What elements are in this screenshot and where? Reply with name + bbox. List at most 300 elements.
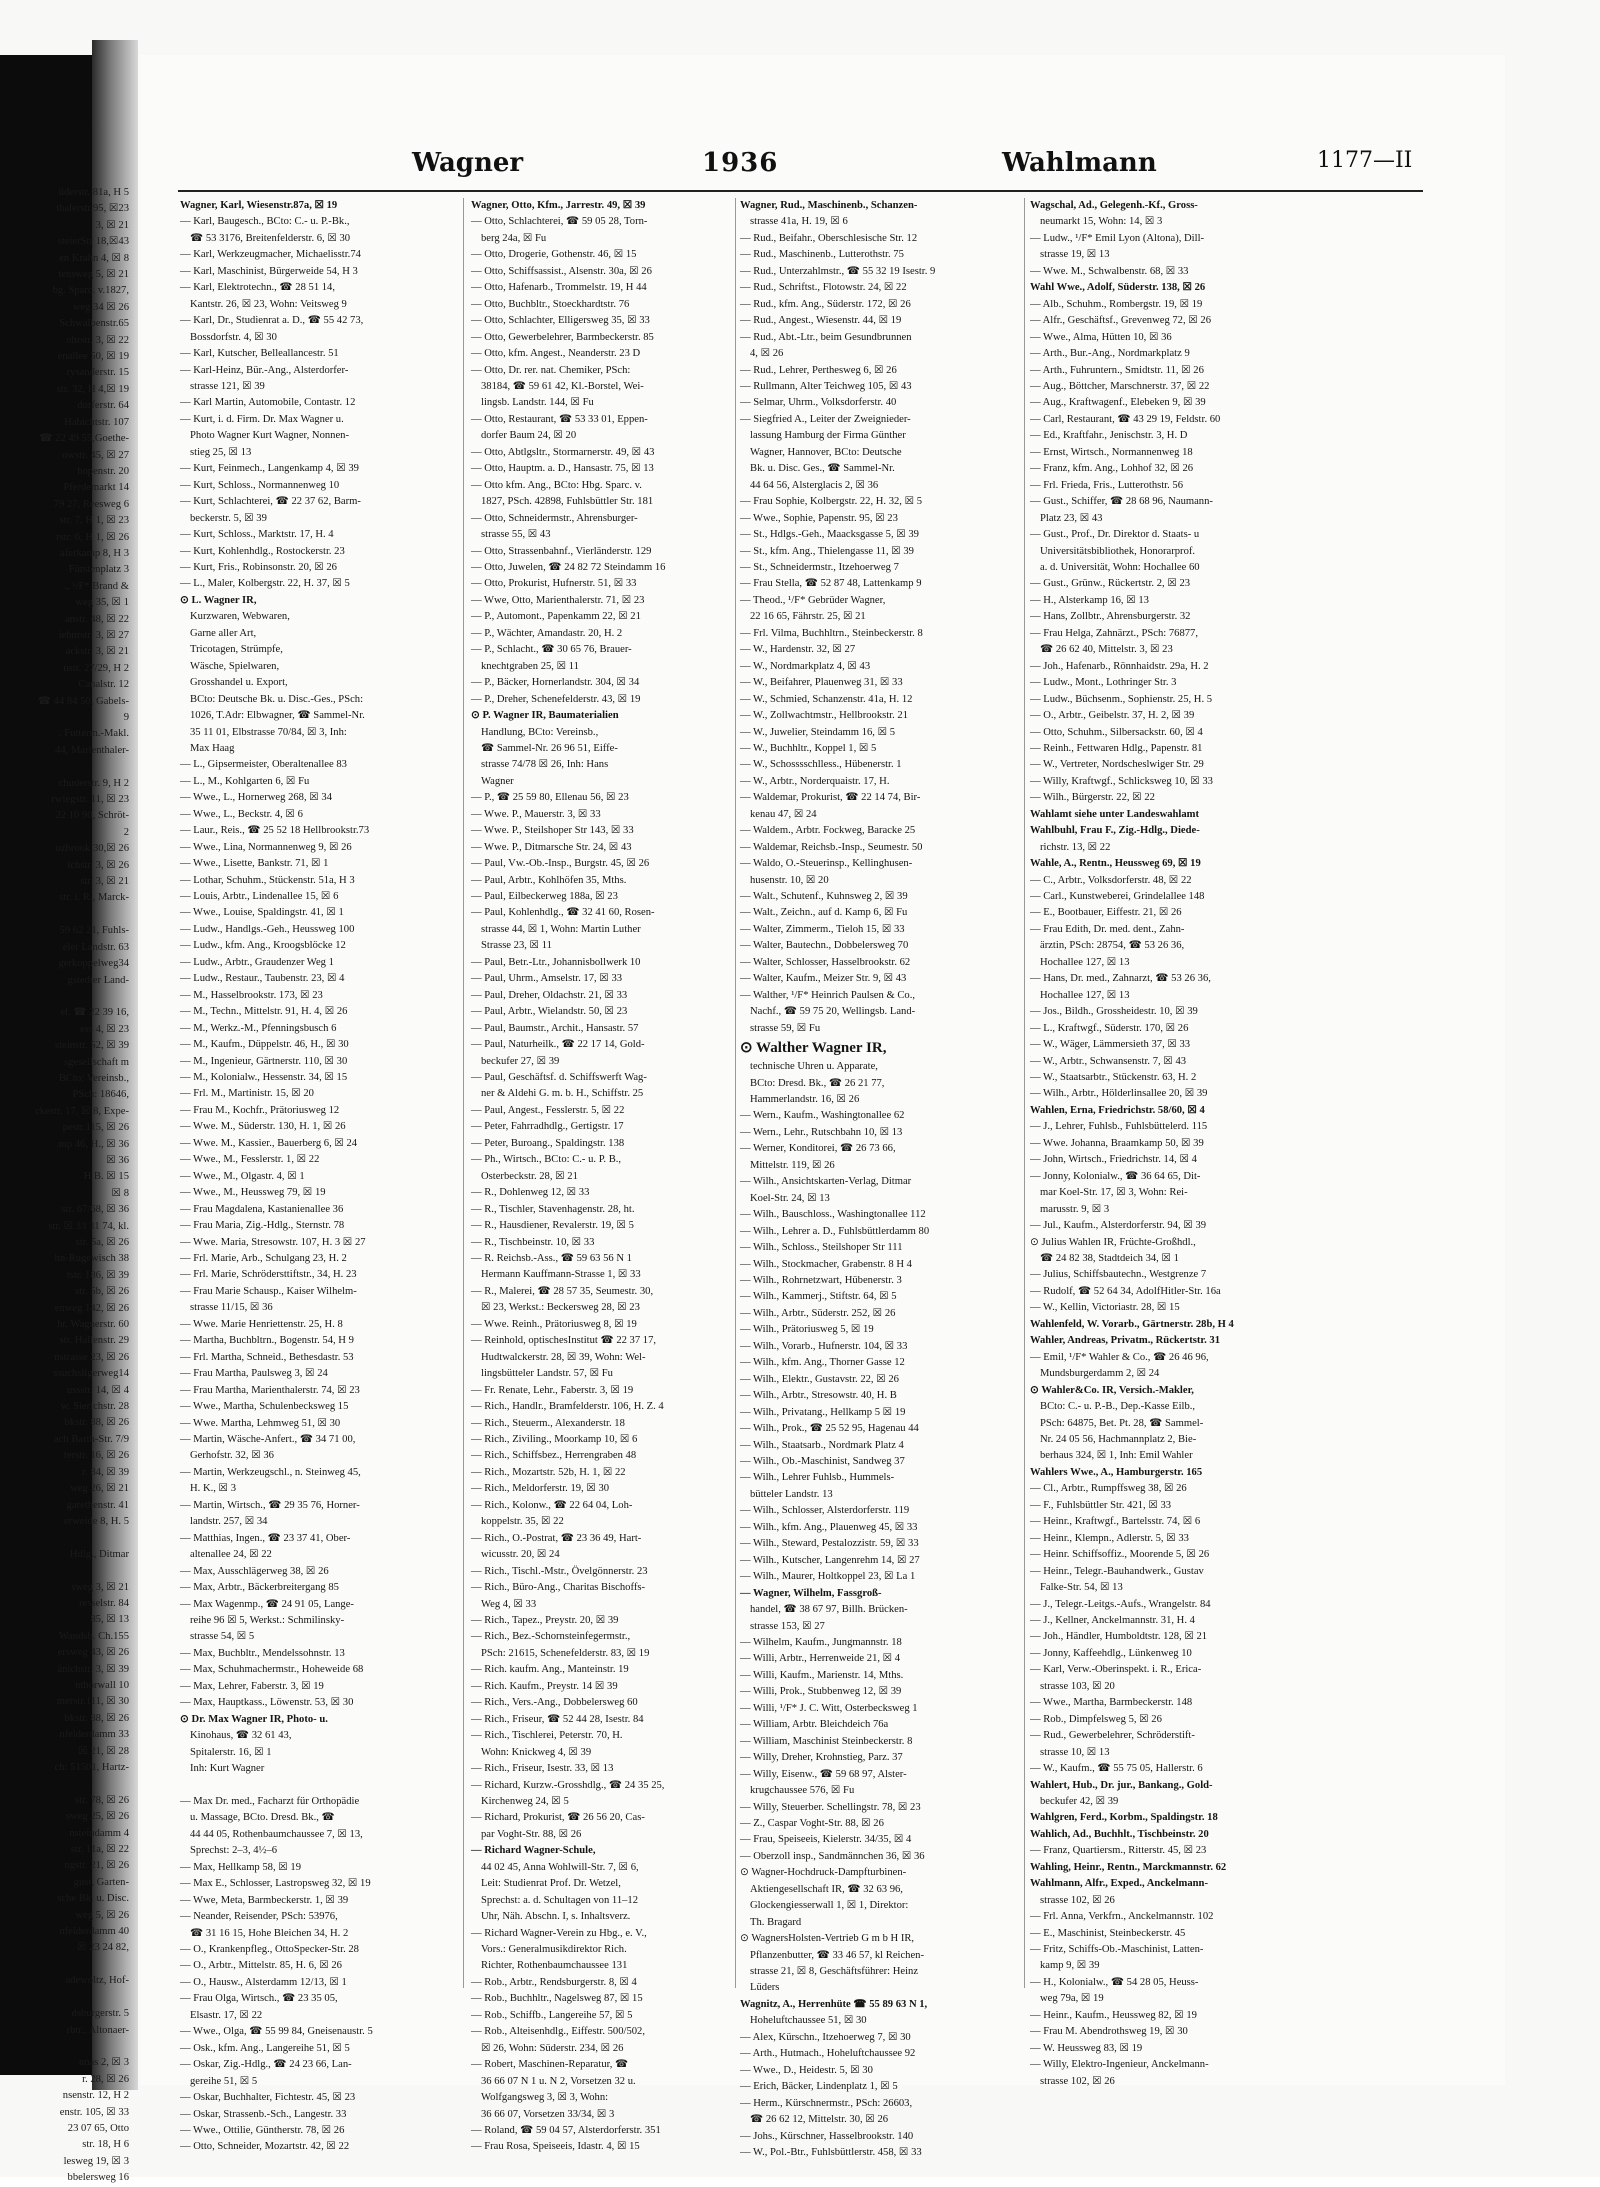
- prev-page-line: 23 07 65, Otto: [67, 2122, 129, 2134]
- directory-entry-line: — Rich., Meldorferstr. 19, ☒ 30: [471, 1483, 610, 1495]
- directory-entry-line: — Rich. kaufm. Ang., Manteinstr. 19: [471, 1664, 629, 1676]
- directory-entry-line: — Willy, Dreher, Krohnstieg, Parz. 37: [740, 1752, 903, 1764]
- directory-entry-line: — Franz, Quartiersm., Ritterstr. 45, ☒ 23: [1030, 1845, 1207, 1857]
- directory-entry-line: Wagner, Karl, Wiesenstr.87a, ☒ 19: [180, 200, 338, 211]
- directory-entry-line: — Oskar, Strassenb.-Sch., Langestr. 33: [180, 2108, 347, 2120]
- directory-entry-line: — Wilh., Arbtr., Hölderlinsallee 20, ☒ 39: [1030, 1088, 1208, 1100]
- directory-entry-line: — Wwe. Reinh., Prätoriusweg 8, ☒ 19: [471, 1318, 637, 1330]
- prev-page-line: ach Barth-Str. 7/9: [53, 1433, 129, 1445]
- directory-column-3: [740, 198, 1018, 2159]
- directory-entry-line: — Paul, Dreher, Oldachstr. 21, ☒ 33: [471, 989, 628, 1001]
- directory-entry-line: — Paul, Naturheilk., ☎ 22 17 14, Gold-: [471, 1039, 645, 1051]
- directory-entry-line: — Matthias, Ingen., ☎ 23 37 41, Ober-: [180, 1532, 351, 1544]
- directory-entry-line: — Paul, Eilbeckerweg 188a, ☒ 23: [471, 891, 618, 903]
- directory-entry-line: — R., Tischler, Stavenhagenstr. 28, ht.: [471, 1203, 635, 1215]
- directory-entry-line: — P., Wächter, Amandastr. 20, H. 2: [471, 627, 623, 639]
- directory-entry-line: strasse 19, ☒ 13: [1040, 249, 1110, 261]
- prev-page-line: nsenstr. 12, H 2: [62, 2090, 129, 2102]
- directory-entry-line: PSch: 21615, Schenefelderstr. 83, ☒ 19: [481, 1647, 650, 1659]
- prev-page-line: r. 28, ☒ 26: [82, 2073, 129, 2085]
- directory-entry-line: — Karl, Dr., Studienrat a. D., ☎ 55 42 73,: [180, 315, 364, 327]
- directory-entry-line: weg 79a, ☒ 19: [1040, 1993, 1104, 2005]
- directory-entry-line: ⊙ Julius Wahlen IR, Früchte-Großhdl.,: [1030, 1236, 1196, 1248]
- directory-entry-line: — M., Kaufm., Düppelstr. 46, H., ☒ 30: [180, 1039, 349, 1051]
- directory-entry-line: Kurzwaren, Webwaren,: [190, 611, 290, 623]
- directory-entry-line: strasse 10, ☒ 13: [1040, 1746, 1110, 1758]
- directory-entry-line: — Wwe. M., Süderstr. 130, H. 1, ☒ 26: [180, 1121, 346, 1133]
- prev-page-line: [0, 1563, 135, 1579]
- directory-entry-line: — Wilh., Schloss., Steilshoper Str 111: [740, 1242, 903, 1254]
- directory-entry-line: — Carl, Restaurant, ☎ 43 29 19, Feldstr. 60: [1030, 413, 1221, 425]
- prev-page-line: weg 26, ☒ 21: [70, 1483, 129, 1495]
- directory-entry-line: — H., Alsterkamp 16, ☒ 13: [1030, 594, 1149, 606]
- directory-entry-line: — Frau Sophie, Kolbergstr. 22, H. 32, ☒ 5: [740, 496, 923, 508]
- prev-page-line: merstr.111, ☒ 30: [56, 1696, 129, 1708]
- prev-page-line: thalerstr.95, ☒23: [56, 203, 129, 215]
- directory-entry-line: — Frl. Marie, Arb., Schulgang 23, H. 2: [180, 1253, 347, 1264]
- prev-page-line: nstrasse 23, ☒ 26: [54, 1351, 129, 1363]
- directory-entry-line: — Kurt, Fris., Robinsonstr. 20, ☒ 26: [180, 561, 337, 573]
- directory-entry-line: — Rich. Kaufm., Preystr. 14 ☒ 39: [471, 1680, 618, 1692]
- directory-entry-line: — O., Krankenpfleg., OttoSpecker-Str. 28: [180, 1944, 359, 1956]
- directory-entry-line: — Rullmann, Alter Teichweg 105, ☒ 43: [740, 380, 912, 392]
- directory-entry-line: — Walter, Bautechn., Dobbelersweg 70: [740, 940, 909, 952]
- prev-page-line: Canalstr. 12: [78, 679, 129, 691]
- directory-entry-line: — Kurt, Schlachterei, ☎ 22 37 62, Barm-: [180, 496, 361, 508]
- directory-entry-line: — Frau M. Abendrothsweg 19, ☒ 30: [1030, 2026, 1188, 2038]
- directory-entry-line: ☎ 24 82 38, Stadtdeich 34, ☒ 1: [1040, 1253, 1179, 1264]
- prev-page-line: str. 3, ☒ 21: [80, 876, 129, 888]
- directory-entry-line: — W., Hardenstr. 32, ☒ 27: [740, 644, 856, 656]
- directory-entry-line: ärztin, PSch: 28754, ☎ 53 26 36,: [1040, 940, 1185, 952]
- directory-entry-line: — Frl. Frieda, Fris., Lutterothstr. 56: [1030, 479, 1184, 491]
- directory-entry-line: — Walther, ¹/F* Heinrich Paulsen & Co.,: [740, 989, 916, 1001]
- prev-page-line: ichstr. 3, ☒ 26: [67, 859, 129, 871]
- prev-page-line: lesweg 19, ☒ 3: [63, 2155, 129, 2167]
- directory-entry-line: — Paul, Betr.-Ltr., Johannisbollwerk 10: [471, 956, 641, 968]
- directory-entry-line: Wahlert, Hub., Dr. jur., Bankang., Gold-: [1030, 1779, 1213, 1791]
- directory-entry-line: bütteler Landstr. 13: [750, 1488, 833, 1500]
- directory-entry-line: — W., Vertreter, Nordscheslwiger Str. 29: [1030, 759, 1204, 771]
- directory-entry-line: marusstr. 9, ☒ 3: [1040, 1203, 1110, 1215]
- directory-entry-line: u. Massage, BCto. Dresd. Bk., ☎: [190, 1812, 335, 1824]
- prev-page-line: adewoltz, Hof-: [65, 1975, 129, 1987]
- prev-page-line: ☎ 44 84 50, Gabels-: [37, 695, 129, 707]
- directory-entry-line: — Rich., Tischlerei, Peterstr. 70, H.: [471, 1730, 623, 1742]
- prev-page-line: str. 78, ☒ 26: [75, 1794, 129, 1806]
- directory-entry-line: — Heinr. Schiffsoffiz., Moorende 5, ☒ 26: [1030, 1549, 1210, 1561]
- directory-entry-line: — Wwe., Alma, Hütten 10, ☒ 36: [1030, 331, 1172, 343]
- directory-entry-line: 36 66 07 N 1 u. N 2, Vorsetzen 32 u.: [481, 2075, 636, 2087]
- page-header: [182, 148, 1422, 184]
- directory-entry-line: — Wilh., Lehrer a. D., Fuhlsbüttlerdamm 80: [740, 1225, 930, 1237]
- directory-entry-line: — Wilh., Elektr., Gustavstr. 22, ☒ 26: [740, 1373, 899, 1385]
- directory-entry-line: dorfer Baum 24, ☒ 20: [481, 430, 577, 442]
- directory-entry-line: ☎ 53 3176, Breitenfelderstr. 6, ☒ 30: [190, 232, 351, 244]
- directory-entry-line: — Jos., Bildh., Grossheidestr. 10, ☒ 39: [1030, 1006, 1198, 1018]
- directory-entry-line: Sprechst: a. d. Schultagen von 11–12: [481, 1894, 639, 1906]
- directory-entry-line: beckufer 42, ☒ 39: [1040, 1795, 1119, 1807]
- prev-page-line: H B. ☒ 15: [83, 1171, 129, 1183]
- prev-page-line: str. i. R., Marck-: [59, 892, 129, 904]
- directory-entry-line: strasse 103, ☒ 20: [1040, 1680, 1115, 1692]
- prev-page-line: steinstr. 52, ☒ 39: [55, 1040, 129, 1052]
- directory-entry-line: — Wwe., Lisette, Bankstr. 71, ☒ 1: [180, 858, 329, 870]
- directory-entry-line: Mittelstr. 119, ☒ 26: [750, 1159, 835, 1171]
- header-right-keyword: Wahlmann: [1002, 148, 1157, 178]
- directory-entry-line: — Wwe., Louise, Spaldingstr. 41, ☒ 1: [180, 907, 344, 919]
- directory-entry-line: Koel-Str. 24, ☒ 13: [750, 1192, 830, 1204]
- directory-entry-line: — Jonny, Kolonialw., ☎ 36 64 65, Dit-: [1030, 1170, 1201, 1182]
- directory-entry-line: — Wilh., Bürgerstr. 22, ☒ 22: [1030, 792, 1155, 804]
- directory-entry-line: — Gust., Grünw., Rückertstr. 2, ☒ 23: [1030, 578, 1191, 590]
- prev-page-line: ☒ 36: [106, 1154, 129, 1166]
- directory-entry-line: — Arth., Hutmach., Hoheluftchaussee 92: [740, 2048, 916, 2060]
- directory-entry-line: — Alb., Schuhm., Rombergstr. 19, ☒ 19: [1030, 298, 1203, 310]
- directory-entry-line: ⊙ P. Wagner IR, Baumaterialien: [471, 710, 619, 722]
- directory-entry-line: — Martha, Buchbltrn., Bogenstr. 54, H 9: [180, 1335, 354, 1347]
- directory-entry-line: — Richard, Prokurist, ☎ 26 56 20, Cas-: [471, 1812, 645, 1824]
- directory-entry-line: — Wilh., kfm. Ang., Plauenweg 45, ☒ 33: [740, 1521, 918, 1533]
- directory-entry-line: — Paul, Geschäftsf. d. Schiffswerft Wag-: [471, 1072, 647, 1084]
- prev-page-line: 3, ☒ 21: [95, 219, 129, 231]
- directory-entry-line: H. K., ☒ 3: [190, 1483, 236, 1495]
- directory-entry-line: BCto: C.- u. P.-B., Dep.-Kasse Eilb.,: [1040, 1401, 1196, 1413]
- directory-entry-line: — Louis, Arbtr., Lindenallee 15, ☒ 6: [180, 891, 339, 903]
- prev-page-line: 79 27, Reesweg 6: [53, 498, 129, 510]
- directory-entry-line: — Wwe. Johanna, Braamkamp 50, ☒ 39: [1030, 1137, 1204, 1149]
- directory-entry-line: — Emil, ¹/F* Wahler & Co., ☎ 26 46 96,: [1030, 1351, 1209, 1363]
- directory-entry-line: — Max, Buchbltr., Mendelssohnstr. 13: [180, 1647, 345, 1659]
- prev-page-line: 2: [123, 826, 129, 838]
- directory-entry-line: — Wilh., Ob.-Maschinist, Sandweg 37: [740, 1455, 905, 1467]
- directory-entry-line: — Alex, Kürschn., Itzehoerweg 7, ☒ 30: [740, 2031, 911, 2043]
- directory-entry-line: — W. Heussweg 83, ☒ 19: [1030, 2042, 1143, 2054]
- prev-page-line: ess 4, ☒ 23: [80, 1023, 129, 1035]
- directory-entry-line: — Max, Hellkamp 58, ☒ 19: [180, 1861, 302, 1873]
- directory-entry-line: — O., Hausw., Alsterdamm 12/13, ☒ 1: [180, 1976, 347, 1988]
- directory-entry-line: — Rich., Büro-Ang., Charitas Bischoffs-: [471, 1582, 645, 1594]
- directory-entry-line: — Otto, Juwelen, ☎ 24 82 72 Steindamm 16: [471, 561, 666, 573]
- directory-entry-line: — L., Maler, Kolbergstr. 22, H. 37, ☒ 5: [180, 578, 350, 590]
- directory-entry-line: Uhr, Näh. Abschn. I, s. Inhaltsverz.: [481, 1911, 631, 1923]
- directory-entry-line: Wahlamt siehe unter Landeswahlamt: [1030, 808, 1200, 820]
- prev-page-line: Schwalbenstr.65: [59, 318, 129, 330]
- directory-entry-line: — Ludw., ¹/F* Emil Lyon (Altona), Dill-: [1030, 232, 1205, 244]
- directory-entry-line: strasse 102, ☒ 26: [1040, 1894, 1115, 1906]
- directory-entry-line: — Herm., Kürschnermstr., PSch: 26603,: [740, 2097, 913, 2109]
- prev-page-line: [0, 989, 135, 1005]
- directory-entry-line: — P., Bäcker, Hornerlandstr. 304, ☒ 34: [471, 677, 640, 689]
- directory-entry-line: — Richard Wagner-Schule,: [471, 1845, 596, 1857]
- directory-entry-line: — Roland, ☎ 59 04 57, Alsterdorferstr. 351: [471, 2125, 661, 2137]
- directory-entry-line: — M., Ingenieur, Gärtnerstr. 110, ☒ 30: [180, 1055, 348, 1067]
- directory-entry-line: Bk. u. Disc. Ges., ☎ Sammel-Nr.: [750, 463, 895, 475]
- directory-entry-line: — Max, Arbtr., Bäckerbreitergang 85: [180, 1582, 339, 1594]
- directory-entry-line: — Max Dr. med., Facharzt für Orthopädie: [180, 1795, 360, 1807]
- directory-entry-line: — P., Automont., Papenkamm 22, ☒ 21: [471, 611, 641, 623]
- directory-entry-line: Th. Bragard: [750, 1916, 802, 1928]
- directory-entry-line: — J., Kellner, Anckelmannstr. 31, H. 4: [1030, 1614, 1195, 1626]
- directory-entry-line: — Arth., Fuhruntern., Smidtstr. 11, ☒ 26: [1030, 364, 1204, 376]
- directory-entry-line: — Paul, Arbtr., Wielandstr. 50, ☒ 23: [471, 1006, 628, 1018]
- prev-page-line: str. 5a, ☒ 26: [75, 1237, 129, 1248]
- directory-entry-line: — Max, Hauptkass., Löwenstr. 53, ☒ 30: [180, 1697, 354, 1709]
- directory-entry-line: — Siegfried A., Leiter der Zweignieder-: [740, 413, 911, 425]
- directory-entry-line: — Kurt, i. d. Firm. Dr. Max Wagner u.: [180, 413, 344, 425]
- directory-column-1: [180, 198, 458, 2153]
- directory-entry-line: — Wwe., Martha, Barmbeckerstr. 148: [1030, 1697, 1193, 1709]
- prev-page-line: ussstr. 14, ☒ 4: [66, 1384, 129, 1396]
- directory-entry-line: PSch: 64875, Bet. Pt. 28, ☎ Sammel-: [1040, 1417, 1204, 1429]
- directory-entry-line: Hammerlandstr. 16, ☒ 26: [750, 1094, 860, 1106]
- directory-entry-line: — Otto, Drogerie, Gothenstr. 46, ☒ 15: [471, 249, 637, 261]
- directory-entry-line: — Otto, Schlachterei, ☎ 59 05 28, Torn-: [471, 216, 648, 228]
- directory-entry-line: — Max, Ausschlägerweg 38, ☒ 26: [180, 1565, 329, 1577]
- prev-page-line: terstr. 16, ☒ 26: [63, 1450, 129, 1462]
- directory-entry-line: Wolfgangsweg 3, ☒ 3, Wohn:: [481, 2092, 609, 2104]
- directory-entry-line: ⊙ Wahler&Co. IR, Versich.-Makler,: [1030, 1384, 1194, 1396]
- directory-entry-line: Wahling, Heinr., Rentn., Marckmannstr. 62: [1030, 1861, 1227, 1873]
- directory-entry-line: neumarkt 15, Wohn: 14, ☒ 3: [1040, 216, 1163, 228]
- directory-entry-line: — Otto, Schuhm., Silbersackstr. 60, ☒ 4: [1030, 726, 1203, 738]
- directory-entry-line: — Otto, Schlachter, Elligersweg 35, ☒ 33: [471, 315, 650, 327]
- directory-entry-line: BCto: Dresd. Bk., ☎ 26 21 77,: [750, 1077, 885, 1089]
- directory-entry-line: — W., Buchhltr., Koppel 1, ☒ 5: [740, 742, 877, 754]
- directory-entry-line: — Frau Marie Schausp., Kaiser Wilhelm-: [180, 1285, 357, 1297]
- directory-entry-line: Elsastr. 17, ☒ 22: [190, 2009, 263, 2021]
- prev-page-line: Habichtstr. 107: [64, 416, 129, 428]
- directory-entry-line: — W., Zollwachtmstr., Hellbrookstr. 21: [740, 710, 909, 722]
- directory-entry-line: Tricotagen, Strümpfe,: [190, 644, 283, 656]
- prev-page-line: str. 32, H 4,☒ 19: [56, 383, 129, 395]
- directory-entry-line: ⊙ Dr. Max Wagner IR, Photo- u.: [180, 1713, 328, 1725]
- directory-entry-line: Grosshandel u. Export,: [190, 677, 288, 689]
- directory-entry-line: — Rob., Alteisenhdlg., Eiffestr. 500/502,: [471, 2026, 646, 2038]
- directory-entry-line: — Wwe., D., Heidestr. 5, ☒ 30: [740, 2064, 873, 2076]
- directory-entry-line: gereihe 51, ☒ 5: [190, 2075, 258, 2087]
- directory-entry-line: — Richard, Kurzw.-Grosshdlg., ☎ 24 35 25,: [471, 1779, 665, 1791]
- column-divider: [1024, 198, 1025, 1988]
- prev-page-line: owstr. 45, ☒ 27: [62, 449, 129, 461]
- directory-entry-line: — Rich., Friseur, ☎ 52 44 28, Isestr. 84: [471, 1713, 644, 1725]
- prev-page-line: en Krahn 4, ☒ 8: [59, 252, 129, 264]
- prev-page-line: sweg 25, ☒ 26: [65, 1811, 129, 1823]
- directory-entry-line: — Otto, Schneidermstr., Ahrensburger-: [471, 512, 638, 524]
- directory-entry-line: Wahl Wwe., Adolf, Süderstr. 138, ☒ 26: [1030, 282, 1206, 294]
- directory-entry-line: — Oberzoll insp., Sandmännchen 36, ☒ 36: [740, 1850, 925, 1862]
- directory-entry-line: — Rich., Vers.-Ang., Dobbelersweg 60: [471, 1697, 638, 1709]
- directory-entry-line: Wahlmann, Alfr., Exped., Anckelmann-: [1030, 1878, 1208, 1890]
- directory-entry-line: Falke-Str. 54, ☒ 13: [1040, 1582, 1123, 1594]
- directory-entry-line: — Willy, Eisenw., ☎ 59 68 97, Alster-: [740, 1768, 907, 1780]
- directory-entry-line: — Waldemar, Reichsb.-Insp., Seumestr. 50: [740, 841, 923, 853]
- prev-page-line: bg. Sparc. v.1827,: [52, 285, 129, 297]
- directory-entry-line: — Joh., Händler, Humboldtstr. 128, ☒ 21: [1030, 1631, 1208, 1643]
- directory-entry-line: — Julius, Schiffsbautechn., Westgrenze 7: [1030, 1269, 1207, 1281]
- prev-page-line: üderstr. 81a, H 5: [58, 187, 129, 198]
- prev-page-line: ssuchsligerweg14: [53, 1368, 129, 1380]
- directory-entry-line: Leit: Studienrat Prof. Dr. Wetzel,: [481, 1878, 621, 1890]
- directory-entry-line: — Wilh., Maurer, Holtkoppel 23, ☒ La 1: [740, 1571, 916, 1583]
- directory-entry-line: — Willy, Kraftwgf., Schlicksweg 10, ☒ 33: [1030, 775, 1213, 787]
- directory-entry-line: Wahle, A., Rentn., Heussweg 69, ☒ 19: [1030, 858, 1201, 870]
- directory-entry-line: — Walter, Zimmerm., Tieloh 15, ☒ 33: [740, 923, 905, 935]
- prev-page-line: [0, 907, 135, 923]
- directory-entry-line: Wahlich, Ad., Buchhlt., Tischbeinstr. 20: [1030, 1828, 1209, 1840]
- directory-entry-line: wicusstr. 20, ☒ 24: [481, 1549, 560, 1561]
- directory-entry-line: — Wern., Lehr., Rutschbahn 10, ☒ 13: [740, 1126, 903, 1138]
- directory-entry-line: — Otto, Schneider, Mozartstr. 42, ☒ 22: [180, 2141, 350, 2153]
- directory-entry-line: — William, Maschinist Steinbeckerstr. 8: [740, 1735, 913, 1747]
- prev-page-line: hr. Wagnerstr. 60: [57, 1319, 129, 1331]
- prev-page-line: rwiegstr. 11, ☒ 23: [51, 794, 129, 806]
- column-divider: [735, 198, 736, 1988]
- directory-entry-line: Handlung, BCto: Vereinsb.,: [481, 726, 599, 738]
- directory-entry-line: par Voght-Str. 88, ☒ 26: [481, 1828, 582, 1840]
- prev-page-line: nsteindamm 4: [69, 1827, 129, 1839]
- directory-entry-line: — Wwe. M., Schwalbenstr. 68, ☒ 33: [1030, 265, 1189, 277]
- directory-entry-line: strasse 153, ☒ 27: [750, 1620, 825, 1632]
- header-left-keyword: Wagner: [412, 148, 524, 178]
- directory-entry-line: technische Uhren u. Apparate,: [750, 1061, 878, 1073]
- prev-page-line: enallee 50, ☒ 19: [57, 351, 129, 363]
- directory-entry-line: ☎ 26 62 40, Mittelstr. 3, ☒ 23: [1040, 644, 1173, 656]
- directory-entry-line: kenau 47, ☒ 24: [750, 808, 817, 820]
- prev-page-line: hn-Rugewisch 38: [54, 1253, 129, 1265]
- directory-entry-line: Inh: Kurt Wagner: [190, 1763, 265, 1775]
- directory-entry-line: — W., Nordmarkplatz 4, ☒ 43: [740, 660, 871, 672]
- directory-entry-line: strasse 41a, H. 19, ☒ 6: [750, 216, 848, 228]
- directory-entry-line: — Aug., Kraftwagenf., Elebeken 9, ☒ 39: [1030, 397, 1206, 409]
- directory-entry-line: — Walt., Schutenf., Kuhnsweg 2, ☒ 39: [740, 891, 908, 903]
- prev-page-line: [0, 2039, 135, 2055]
- directory-entry-line: — Frau Rosa, Speiseeis, Idastr. 4, ☒ 15: [471, 2141, 640, 2153]
- directory-entry-line: strasse 44, ☒ 1, Wohn: Martin Luther: [481, 923, 641, 935]
- prev-page-line: [0, 1990, 135, 2006]
- prev-page-line: gstedter Land-: [67, 974, 129, 986]
- directory-entry-line: — Wilh., Lehrer Fuhlsb., Hummels-: [740, 1472, 895, 1484]
- directory-entry-line: — Wwe., M., Heussweg 79, ☒ 19: [180, 1187, 326, 1199]
- directory-entry-line: — Rich., O.-Postrat, ☎ 23 36 49, Hart-: [471, 1532, 642, 1544]
- prev-page-line: nfelderdamm 33: [59, 1729, 129, 1741]
- previous-page-fragment: [0, 185, 135, 2184]
- column-divider: [463, 198, 464, 1988]
- prev-page-line: ☒ 23 24 82,: [77, 1942, 129, 1954]
- directory-entry-line: — Wwe., M., Olgastr. 4, ☒ 1: [180, 1170, 305, 1182]
- directory-entry-line: — Peter, Fahrradhdlg., Gertigstr. 17: [471, 1121, 624, 1133]
- prev-page-line: eler Landstr. 63: [62, 941, 129, 953]
- directory-entry-line: BCto: Deutsche Bk. u. Disc.-Ges., PSch:: [190, 693, 364, 705]
- directory-entry-line: — Rud., Angest., Wiesenstr. 44, ☒ 19: [740, 315, 902, 327]
- prev-page-line: str. 7, H 1, ☒ 23: [59, 515, 129, 527]
- prev-page-line: ieburstr. 3, ☒ 27: [58, 629, 129, 641]
- prev-page-line: dorferstr. 64: [77, 400, 129, 412]
- directory-entry-line: — E., Bootbauer, Eiffestr. 21, ☒ 26: [1030, 907, 1182, 919]
- directory-entry-line: — Otto, Buchbltr., Stoeckhardtstr. 76: [471, 298, 630, 310]
- directory-entry-line: — Frl. Anna, Verkfrn., Anckelmannstr. 102: [1030, 1911, 1214, 1923]
- prev-page-line: ☎ 22 49 55,Goethe-: [39, 433, 129, 445]
- prev-page-line: 59 62 21, Fuhls-: [59, 925, 129, 937]
- prev-page-line: tensweg 5, ☒ 21: [58, 269, 129, 281]
- prev-page-line: gerkoppelweg34: [58, 958, 129, 970]
- directory-entry-line: Hudtwalckerstr. 28, ☒ 39, Wohn: Wel-: [481, 1351, 646, 1363]
- directory-entry-line: — Kurt, Feinmech., Langenkamp 4, ☒ 39: [180, 463, 359, 475]
- directory-entry-line: — Wilh., Staatsarb., Nordmark Platz 4: [740, 1439, 904, 1451]
- directory-entry-line: Platz 23, ☒ 43: [1040, 512, 1103, 524]
- directory-entry-line: — Martin, Werkzeugschl., n. Steinweg 45,: [180, 1466, 361, 1478]
- directory-entry-line: [180, 1778, 458, 1794]
- directory-entry-line: — Oskar, Buchhalter, Fichtestr. 45, ☒ 23: [180, 2092, 356, 2104]
- directory-entry-line: — Wilh., Kammerj., Stiftstr. 64, ☒ 5: [740, 1291, 897, 1303]
- directory-entry-line: Wahlbuhl, Frau F., Zig.-Hdlg., Diede-: [1030, 825, 1200, 837]
- directory-entry-line: — Wilh., Schlosser, Alsterdorferstr. 119: [740, 1505, 910, 1517]
- prev-page-line: garethenstr. 41: [66, 1499, 129, 1511]
- directory-entry-line: — Willi, Kaufm., Marienstr. 14, Mths.: [740, 1669, 904, 1681]
- directory-entry-line: — Wwe. P., Mauerstr. 3, ☒ 33: [471, 808, 601, 820]
- directory-entry-line: lassung Hamburg der Firma Günther: [750, 430, 906, 442]
- directory-entry-line: — Rud., Beifahr., Oberschlesische Str. 12: [740, 232, 918, 244]
- directory-entry-line: Richter, Rothenbaumchaussee 131: [481, 1960, 628, 1972]
- prev-page-line: w. Sierichstr. 28: [60, 1401, 129, 1413]
- directory-entry-line: Kinohaus, ☎ 32 61 43,: [190, 1730, 292, 1742]
- page-number: 1177—II: [1317, 148, 1413, 173]
- directory-entry-line: — Walter, Schlosser, Hasselbrookstr. 62: [740, 956, 911, 968]
- directory-entry-line: — Max, Schuhmachermstr., Hoheweide 68: [180, 1664, 364, 1676]
- directory-entry-line: — Kurt, Kohlenhdlg., Rostockerstr. 23: [180, 545, 345, 557]
- directory-entry-line: — M., Techn., Mittelstr. 91, H. 4, ☒ 26: [180, 1006, 348, 1018]
- directory-entry-line: — Wilh., Bauschloss., Washingtonallee 112: [740, 1209, 926, 1221]
- header-year: 1936: [702, 148, 779, 178]
- directory-entry-line: Wagner, Rud., Maschinenb., Schanzen-: [740, 200, 918, 211]
- directory-entry-line: lingsbütteler Landstr. 57, ☒ Fu: [481, 1368, 613, 1380]
- directory-entry-line: — L., M., Kohlgarten 6, ☒ Fu: [180, 775, 310, 787]
- directory-entry-line: — Rich., Steuerm., Alexanderstr. 18: [471, 1417, 625, 1429]
- directory-entry-line: — Max, Lehrer, Faberstr. 3, ☒ 19: [180, 1680, 324, 1692]
- directory-entry-line: — W., Wäger, Lämmersieth 37, ☒ 33: [1030, 1039, 1191, 1051]
- prev-page-line: ersweg 43, ☒ 26: [57, 1647, 129, 1659]
- directory-entry-line: — Ludw., Mont., Lothringer Str. 3: [1030, 677, 1177, 689]
- directory-entry-line: beckufer 27, ☒ 39: [481, 1055, 560, 1067]
- directory-entry-line: — Otto, Gewerbelehrer, Barmbeckerstr. 85: [471, 331, 654, 343]
- directory-entry-line: — Rob., Arbtr., Rendsburgerstr. 8, ☒ 4: [471, 1976, 637, 1988]
- directory-entry-line: — R., Hausdiener, Revalerstr. 19, ☒ 5: [471, 1220, 634, 1232]
- directory-entry-line: — Heinr., Kraftwgf., Bartelsstr. 74, ☒ 6: [1030, 1516, 1201, 1528]
- prev-page-line: uzbrook 30,☒ 26: [55, 843, 129, 855]
- directory-entry-line: — Ludw., Büchsenm., Sophienstr. 25, H. 5: [1030, 693, 1213, 705]
- directory-entry-line: — Karl, Werkzeugmacher, Michaelisstr.74: [180, 249, 361, 261]
- directory-entry-line: — Martin, Wäsche-Anfert., ☎ 34 71 00,: [180, 1433, 356, 1445]
- directory-entry-line: — Rich., Tischl.-Mstr., Övelgönnerstr. 23: [471, 1565, 648, 1577]
- directory-entry-line: — Rud., Schriftst., Flotowstr. 24, ☒ 22: [740, 282, 907, 294]
- directory-entry-line: ☒ 26, Wohn: Süderstr. 234, ☒ 26: [481, 2042, 624, 2054]
- directory-entry-line: — R. Reichsb.-Ass., ☎ 59 63 56 N 1: [471, 1253, 632, 1264]
- directory-entry-line: — Rich., Kolonw., ☎ 22 64 04, Loh-: [471, 1499, 633, 1511]
- directory-entry-line: — Rud., Unterzahlmstr., ☎ 55 32 19 Isestr. 9: [740, 265, 936, 277]
- directory-entry-line: — Frau Edith, Dr. med. dent., Zahn-: [1030, 923, 1185, 935]
- directory-entry-line: — Wilh., Prok., ☎ 25 52 95, Hagenau 44: [740, 1423, 919, 1435]
- directory-entry-line: — Walt., Zeichn., auf d. Kamp 6, ☒ Fu: [740, 907, 908, 919]
- directory-entry-line: — Wilh., Vorarb., Hufnerstr. 104, ☒ 33: [740, 1340, 908, 1352]
- directory-entry-line: — Paul, Vw.-Ob.-Insp., Burgstr. 45, ☒ 26: [471, 858, 650, 870]
- directory-entry-line: — Karl-Heinz, Bür.-Ang., Alsterdorfer-: [180, 364, 349, 376]
- directory-entry-line: — Oskar, Zig.-Hdlg., ☎ 24 23 66, Lan-: [180, 2059, 352, 2071]
- directory-entry-line: — Werner, Konditorei, ☎ 26 73 66,: [740, 1143, 896, 1155]
- directory-entry-line: — Paul, Baumstr., Archit., Hansastr. 57: [471, 1022, 639, 1034]
- directory-entry-line: — Waldem., Arbtr. Fockweg, Baracke 25: [740, 825, 916, 837]
- directory-entry-line: — Wilh., Privatang., Hellkamp 5 ☒ 19: [740, 1406, 906, 1418]
- prev-page-line: sche Bk. u. Disc.: [57, 1893, 129, 1905]
